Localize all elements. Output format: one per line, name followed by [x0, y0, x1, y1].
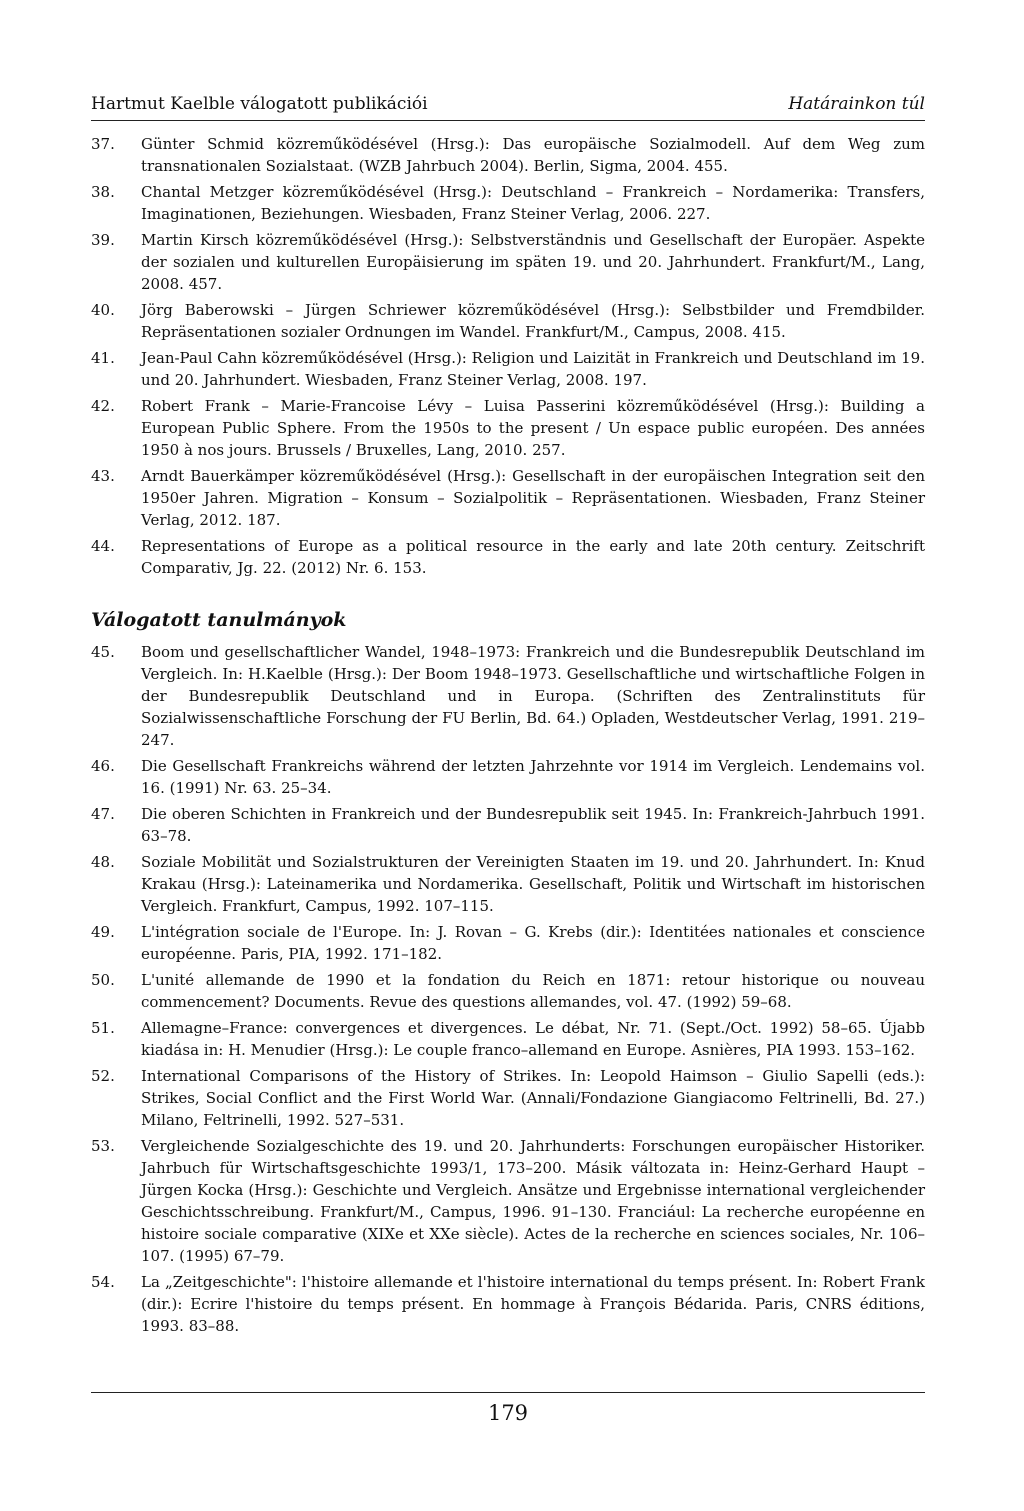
bibliography-entry: [91, 641, 925, 751]
entry-text: Jörg Baberowski – Jürgen Schriewer közreműködésével (Hrsg.): Selbstbilder und Fremdbilder. Repräsentationen sozialer Ordnungen im Wandel. Frankfurt/M., Campus, 2008. 415.: [141, 301, 925, 341]
bibliography-entry: [91, 395, 925, 461]
footer-divider: [91, 1392, 925, 1393]
entry-text: Die oberen Schichten in Frankreich und der Bundesrepublik seit 1945. In: Frankreich-Jahrbuch 1991. 63–78.: [141, 805, 925, 845]
entry-number: 40.: [91, 301, 115, 319]
entry-number: 45.: [91, 643, 115, 661]
bibliography-entry: [91, 133, 925, 177]
bibliography-entry: [91, 921, 925, 965]
entry-number: 41.: [91, 349, 115, 367]
bibliography-entry: [91, 851, 925, 917]
bibliography-entry: [91, 1017, 925, 1061]
entry-text: Chantal Metzger közreműködésével (Hrsg.): Deutschland – Frankreich – Nordamerika: Transfers, Imaginationen, Beziehungen. Wiesbaden, Franz Steiner Verlag, 2006. 227.: [141, 183, 925, 223]
entry-number: 46.: [91, 757, 115, 775]
entry-text: Jean-Paul Cahn közreműködésével (Hrsg.): Religion und Laizität in Frankreich und Deutschland im 19. und 20. Jahrhundert. Wiesbaden, Franz Steiner Verlag, 2008. 197.: [141, 349, 925, 389]
entry-text: La „Zeitgeschichte": l'histoire allemande et l'histoire international du temps présent. In: Robert Frank (dir.): Ecrire l'histoire du temps présent. En hommage à François Bédarida. Paris, CNRS éditions, 1993. 83–88.: [141, 1273, 925, 1335]
entry-text: Die Gesellschaft Frankreichs während der letzten Jahrzehnte vor 1914 im Vergleich. Lendemains vol. 16. (1991) Nr. 63. 25–34.: [141, 757, 925, 797]
entry-number: 43.: [91, 467, 115, 485]
entry-text: Arndt Bauerkämper közreműködésével (Hrsg.): Gesellschaft in der europäischen Integration seit den 1950er Jahren. Migration – Konsum – Sozialpolitik – Repräsentationen. Wiesbaden, Franz Steiner Verlag, 2012. 187.: [141, 467, 925, 529]
entry-number: 54.: [91, 1273, 115, 1291]
entry-text: L'intégration sociale de l'Europe. In: J. Rovan – G. Krebs (dir.): Identitées nationales et conscience européenne. Paris, PIA, 1992. 171–182.: [141, 923, 925, 963]
entry-number: 42.: [91, 397, 115, 415]
bibliography-entry: [91, 535, 925, 579]
entry-number: 48.: [91, 853, 115, 871]
edited-volumes-list: [91, 133, 925, 579]
entry-text: Allemagne–France: convergences et divergences. Le débat, Nr. 71. (Sept./Oct. 1992) 58–65. Újabb kiadása in: H. Menudier (Hrsg.): Le couple franco–allemand en Europe. Asnières, PIA 1993. 153–162.: [141, 1019, 925, 1059]
entry-text: Günter Schmid közreműködésével (Hrsg.): Das europäische Sozialmodell. Auf dem Weg zum transnationalen Sozialstaat. (WZB Jahrbuch 2004). Berlin, Sigma, 2004. 455.: [141, 135, 925, 175]
entry-text: Robert Frank – Marie-Francoise Lévy – Luisa Passerini közreműködésével (Hrsg.): Building a European Public Sphere. From the 1950s to the present / Un espace public européen. Des années 1950 à nos jours. Brussels / Bruxelles, Lang, 2010. 257.: [141, 397, 925, 459]
entry-number: 49.: [91, 923, 115, 941]
bibliography-entry: [91, 755, 925, 799]
bibliography-entry: [91, 1135, 925, 1267]
entry-text: Soziale Mobilität und Sozialstrukturen der Vereinigten Staaten im 19. und 20. Jahrhundert. In: Knud Krakau (Hrsg.): Lateinamerika und Nordamerika. Gesellschaft, Politik und Wirtschaft im historischen Vergleich. Frankfurt, Campus, 1992. 107–115.: [141, 853, 925, 915]
bibliography-entry: [91, 299, 925, 343]
section-heading: Válogatott tanulmányok: [91, 609, 347, 631]
entry-number: 38.: [91, 183, 115, 201]
entry-number: 50.: [91, 971, 115, 989]
entry-text: Representations of Europe as a political resource in the early and late 20th century. Zeitschrift Comparativ, Jg. 22. (2012) Nr. 6. 153.: [141, 537, 925, 577]
page-number: 179: [487, 1401, 529, 1425]
entry-number: 44.: [91, 537, 115, 555]
bibliography-entry: [91, 803, 925, 847]
entry-number: 53.: [91, 1137, 115, 1155]
running-header: [91, 94, 925, 121]
entry-number: 51.: [91, 1019, 115, 1037]
entry-text: Martin Kirsch közreműködésével (Hrsg.): Selbstverständnis und Gesellschaft der Europäer. Aspekte der sozialen und kulturellen Europäisierung im späten 19. und 20. Jahrhundert. Frankfurt/M., Lang, 2008. 457.: [141, 231, 925, 293]
bibliography-entry: [91, 347, 925, 391]
bibliography-entry: [91, 181, 925, 225]
bibliography-list: [91, 133, 925, 1341]
entry-number: 52.: [91, 1067, 115, 1085]
selected-studies-list: [91, 641, 925, 1337]
entry-number: 39.: [91, 231, 115, 249]
entry-text: International Comparisons of the History of Strikes. In: Leopold Haimson – Giulio Sapelli (eds.): Strikes, Social Conflict and the First World War. (Annali/Fondazione Giangiacomo Feltrinelli, Bd. 27.) Milano, Feltrinelli, 1992. 527–531.: [141, 1067, 925, 1129]
entry-text: Vergleichende Sozialgeschichte des 19. und 20. Jahrhunderts: Forschungen europäischer Historiker. Jahrbuch für Wirtschaftsgeschichte 1993/1, 173–200. Másik változata in: Heinz-Gerhard Haupt – Jürgen Kocka (Hrsg.): Geschichte und Vergleich. Ansätze und Ergebnisse international vergleichender Geschichtsschreibung. Frankfurt/M., Campus, 1996. 91–130. Franciául: La recherche européenne en histoire sociale comparative (XIXe et XXe siècle). Actes de la recherche en sciences sociales, Nr. 106–107. (1995) 67–79.: [141, 1137, 925, 1265]
bibliography-entry: [91, 1065, 925, 1131]
bibliography-entry: [91, 969, 925, 1013]
header-book-title: Határainkon túl: [788, 94, 925, 114]
entry-text: Boom und gesellschaftlicher Wandel, 1948–1973: Frankreich und die Bundesrepublik Deutschland im Vergleich. In: H.Kaelble (Hrsg.): Der Boom 1948–1973. Gesellschaftliche und wirtschaftliche Folgen in der Bundesrepublik Deutschland und in Europa. (Schriften des Zentralinstituts für Sozialwissenschaftliche Forschung der FU Berlin, Bd. 64.) Opladen, Westdeutscher Verlag, 1991. 219–247.: [141, 643, 925, 749]
entry-text: L'unité allemande de 1990 et la fondation du Reich en 1871: retour historique ou nouveau commencement? Documents. Revue des questions allemandes, vol. 47. (1992) 59–68.: [141, 971, 925, 1011]
header-author-title: Hartmut Kaelble válogatott publikációi: [91, 94, 428, 114]
entry-number: 37.: [91, 135, 115, 153]
bibliography-entry: [91, 229, 925, 295]
bibliography-entry: [91, 1271, 925, 1337]
bibliography-entry: [91, 465, 925, 531]
entry-number: 47.: [91, 805, 115, 823]
